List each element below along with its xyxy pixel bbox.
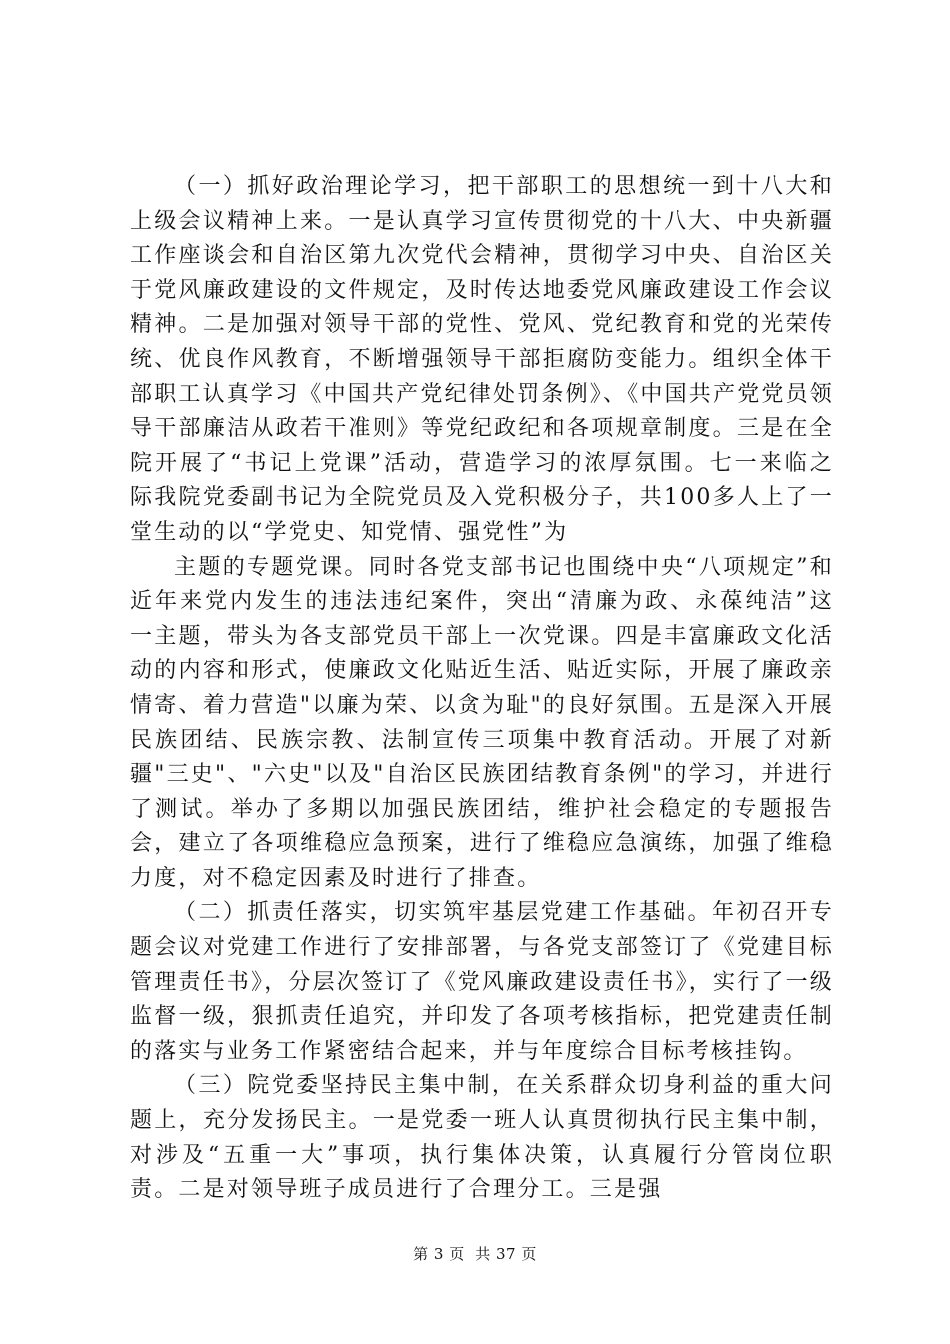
paragraph-political-study: （一）抓好政治理论学习，把干部职工的思想统一到十八大和上级会议精神上来。一是认真学习宣传贯彻党的十八大、中央新疆工作座谈会和自治区第九次党代会精神，贯彻学习中央、自治区关于党风廉政建设的文件规定，及时传达地委党风廉政建设工作会议精神。二是加强对领导干部的党性、党风、党纪教育和党的光荣传统、优良作风教育，不断增强领导干部拒腐防变能力。组织全体干部职工认真学习《中国共产党纪律处罚条例》、《中国共产党党员领导干部廉洁从政若干准则》等党纪政纪和各项规章制度。三是在全院开展了“书记上党课”活动，营造学习的浓厚氛围。七一来临之际我院党委副书记为全院党员及入党积极分子，共100多人上了一堂生动的以“学党史、知党情、强党性”为 [130,174,835,545]
document-body [130,170,834,1208]
page-footer [0,1243,950,1264]
page-number: 第 3 页 共 37 页 [413,1245,537,1263]
paragraph-responsibility: （二）抓责任落实，切实筑牢基层党建工作基础。年初召开专题会议对党建工作进行了安排部署，与各党支部签订了《党建目标管理责任书》，分层次签订了《党风廉政建设责任书》，实行了一级监督一级，狠抓责任追究，并印发了各项考核指标，把党建责任制的落实与业务工作紧密结合起来，并与年度综合目标考核挂钩。 [130,900,835,1064]
paragraph-party-lecture-theme: 主题的专题党课。同时各党支部书记也围绕中央“八项规定”和近年来党内发生的违法违纪案件，突出“清廉为政、永葆纯洁”这一主题，带头为各支部党员干部上一次党课。四是丰富廉政文化活动的内容和形式，使廉政文化贴近生活、贴近实际，开展了廉政亲情寄、着力营造"以廉为荣、以贪为耻"的良好氛围。五是深入开展民族团结、民族宗教、法制宣传三项集中教育活动。开展了对新疆"三史"、"六史"以及"自治区民族团结教育条例"的学习，并进行了测试。举办了多期以加强民族团结，维护社会稳定的专题报告会，建立了各项维稳应急预案，进行了维稳应急演练，加强了维稳力度，对不稳定因素及时进行了排查。 [130,554,834,891]
paragraph-democratic-centralism: （三）院党委坚持民主集中制，在关系群众切身利益的重大问题上，充分发扬民主。一是党委一班人认真贯彻执行民主集中制，对涉及“五重一大”事项，执行集体决策，认真履行分管岗位职责。二是对领导班子成员进行了合理分工。三是强 [130,1073,834,1203]
